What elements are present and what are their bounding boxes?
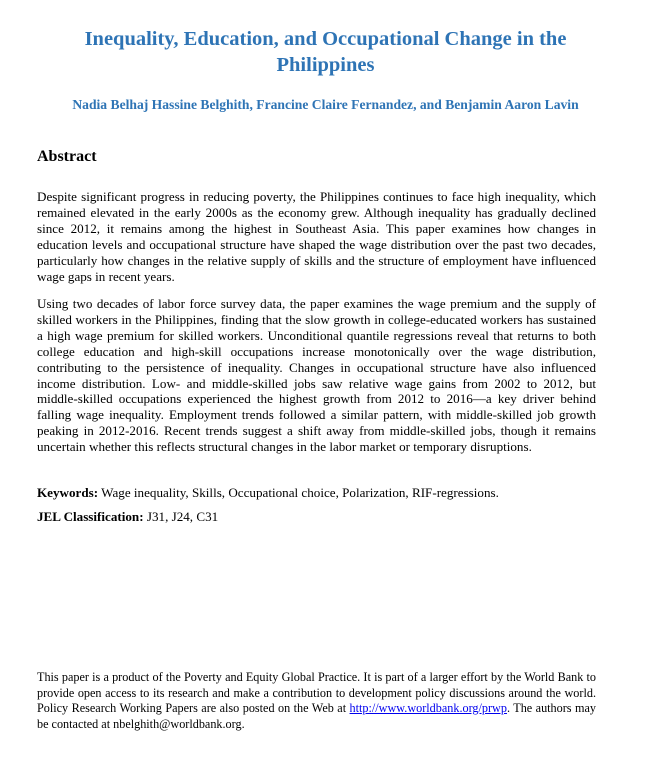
keywords-label: Keywords:: [37, 485, 99, 500]
abstract-paragraph-2: Using two decades of labor force survey data, the paper examines the wage premium and the supply of skilled workers in the Philippines, finding that the slow growth in college-educated workers has sustained a high wage premium for skilled workers. Unconditional quantile regressions reveal that returns to both college education and high-skill occupations increase monotonically over the wage distribution, contributing to the persistence of inequality. Changes in occupational structure have also influenced income distribution. Low- and middle-skilled jobs saw relative wage gains from 2002 to 2012, but middle-skilled occupations experienced the highest growth from 2012 to 2016—a key driver behind falling wage inequality. Employment trends followed a similar pattern, with middle-skilled job growth peaking in 2012-2016. Recent trends suggest a shift away from middle-skilled jobs, though it remains uncertain whether this reflects structural changes in the labor market or temporary disruptions.: [37, 296, 596, 455]
footer-note: [37, 670, 596, 732]
footer-text-after-link: . The authors may be contacted at nbelghith@worldbank.org.: [37, 701, 596, 731]
paper-authors: Nadia Belhaj Hassine Belghith, Francine Claire Fernandez, and Benjamin Aaron Lavin: [72, 97, 579, 112]
jel-label: JEL Classification:: [37, 509, 144, 524]
paper-title: Inequality, Education, and Occupational Change in the Philippines: [84, 28, 567, 76]
keywords-line: [37, 485, 607, 501]
jel-value: J31, J24, C31: [146, 509, 219, 524]
prwp-link[interactable]: http://www.worldbank.org/prwp: [349, 701, 507, 715]
keywords-value: Wage inequality, Skills, Occupational choice, Polarization, RIF-regressions.: [101, 485, 499, 500]
jel-classification-line: [37, 509, 607, 525]
footer-text-before-link: This paper is a product of the Poverty and Equity Global Practice. It is part of a larger effort by the World Bank to provide open access to its research and make a contribution to development policy discussions around the world. Policy Research Working Papers are also posted on the Web at: [37, 670, 596, 715]
abstract-paragraph-1: Despite significant progress in reducing poverty, the Philippines continues to face high inequality, which remained elevated in the early 2000s as the economy grew. Although inequality has gradually declined since 2012, it remains among the highest in Southeast Asia. This paper examines how changes in education levels and occupational structure have shaped the wage distribution over the past two decades, particularly how changes in the relative supply of skills and the structure of employment have influenced wage gaps in recent years.: [37, 189, 596, 284]
abstract-heading: Abstract: [37, 148, 97, 165]
